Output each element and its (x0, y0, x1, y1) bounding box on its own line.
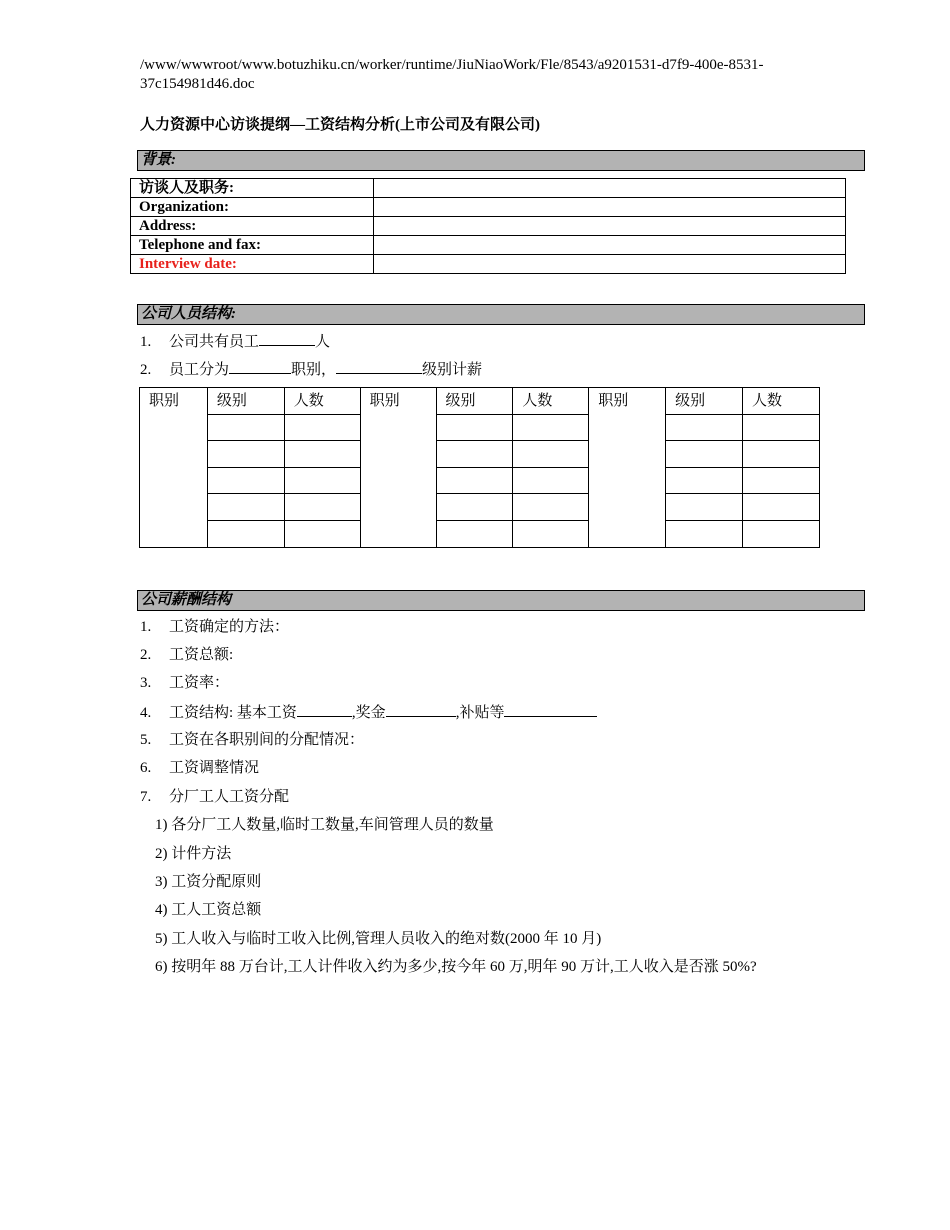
item-text: 工资在各职别间的分配情况： (169, 732, 365, 748)
table-cell[interactable] (207, 414, 284, 441)
address-field[interactable] (374, 217, 846, 236)
page-title: 人力资源中心访谈提纲—工资结构分析(上市公司及有限公司) (140, 117, 540, 133)
table-cell[interactable] (513, 467, 589, 494)
table-cell[interactable] (513, 520, 589, 547)
item-number: 6. (140, 760, 152, 776)
item-number: 1. (140, 619, 152, 635)
item-number: 4. (140, 705, 152, 721)
staff-grade-table (139, 387, 820, 548)
item-number: 1. (140, 334, 152, 350)
table-row (140, 494, 820, 521)
salary-item (140, 645, 233, 665)
table-cell[interactable] (284, 494, 360, 521)
table-cell[interactable] (284, 467, 360, 494)
header-headcount: 人数 (284, 388, 360, 415)
salary-subitem: 1) 各分厂工人数量,临时工数量,车间管理人员的数量 (155, 817, 494, 833)
salary-item (140, 617, 289, 637)
table-cell[interactable] (743, 494, 820, 521)
table-row (131, 217, 846, 236)
item-text: 工资率： (169, 675, 230, 691)
table-cell[interactable] (666, 494, 743, 521)
table-cell[interactable] (743, 467, 820, 494)
table-cell[interactable] (743, 441, 820, 468)
header-job-rank: 职别 (140, 388, 208, 548)
table-row (131, 179, 846, 198)
table-cell[interactable] (513, 414, 589, 441)
table-cell[interactable] (513, 441, 589, 468)
section-header-salary: 公司薪酬结构 (137, 590, 865, 611)
salary-item (140, 787, 289, 807)
item-text: 工资结构: 基本工资 (169, 705, 297, 721)
blank-employee-count[interactable] (259, 331, 315, 346)
item-number: 2. (140, 647, 152, 663)
item-text: ,奖金 (351, 705, 386, 721)
header-level: 级别 (436, 388, 513, 415)
header-headcount: 人数 (513, 388, 589, 415)
item-text: 人 (315, 334, 331, 350)
item-text: 工资调整情况 (169, 760, 260, 776)
table-cell[interactable] (436, 414, 513, 441)
interview-info-table (130, 178, 846, 274)
table-cell[interactable] (436, 494, 513, 521)
table-cell[interactable] (284, 520, 360, 547)
item-number: 3. (140, 675, 152, 691)
telephone-fax-label: Telephone and fax: (131, 236, 374, 255)
table-cell[interactable] (207, 494, 284, 521)
table-cell[interactable] (207, 441, 284, 468)
salary-item (140, 673, 229, 693)
salary-subitem: 6) 按明年 88 万台计,工人计件收入约为多少,按今年 60 万,明年 90 万计,工人收入是否涨 50%? (155, 959, 757, 975)
file-path: /www/wwwroot/www.botuzhiku.cn/worker/runtime/JiuNiaoWork/Fle/8543/a9201531-d7f9-400e-8531-37c154981d46.doc (140, 57, 764, 92)
item-text: 公司共有员工 (169, 334, 260, 350)
header-job-rank: 职别 (589, 388, 666, 548)
salary-subitem: 2) 计件方法 (155, 846, 232, 862)
table-row (140, 441, 820, 468)
salary-subitem: 5) 工人收入与临时工收入比例,管理人员收入的绝对数(2000 年 10 月) (155, 931, 602, 947)
header-level: 级别 (666, 388, 743, 415)
table-row (140, 388, 820, 415)
table-row (131, 198, 846, 217)
table-cell[interactable] (513, 494, 589, 521)
section-header-staff: 公司人员结构: (137, 304, 865, 325)
address-label: Address: (131, 217, 374, 236)
blank-pay-levels[interactable] (336, 359, 422, 374)
staff-item-2 (140, 359, 482, 380)
item-text: ,补贴等 (455, 705, 505, 721)
section-header-background: 背景: (137, 150, 865, 171)
organization-label: Organization: (131, 198, 374, 217)
table-cell[interactable] (743, 520, 820, 547)
item-text: 工资总额: (169, 647, 234, 663)
interview-date-label: Interview date: (131, 255, 374, 274)
item-text: 工资确定的方法： (169, 619, 290, 635)
table-cell[interactable] (666, 467, 743, 494)
header-job-rank: 职别 (360, 388, 436, 548)
table-cell[interactable] (436, 441, 513, 468)
salary-subitem: 4) 工人工资总额 (155, 902, 262, 918)
blank-base-salary[interactable] (297, 702, 352, 717)
staff-item-1 (140, 331, 330, 352)
interviewer-label: 访谈人及职务: (131, 179, 374, 198)
interviewer-field[interactable] (374, 179, 846, 198)
table-cell[interactable] (666, 414, 743, 441)
table-cell[interactable] (207, 520, 284, 547)
table-row (140, 467, 820, 494)
item-text: 分厂工人工资分配 (169, 789, 290, 805)
table-row (131, 236, 846, 255)
item-text: 员工分为 (169, 362, 230, 378)
telephone-fax-field[interactable] (374, 236, 846, 255)
item-number: 2. (140, 362, 152, 378)
salary-subitem: 3) 工资分配原则 (155, 874, 262, 890)
table-row (140, 520, 820, 547)
item-number: 7. (140, 789, 152, 805)
table-cell[interactable] (284, 414, 360, 441)
table-cell[interactable] (666, 520, 743, 547)
header-headcount: 人数 (743, 388, 820, 415)
interview-date-field[interactable] (374, 255, 846, 274)
item-text: 级别计薪 (422, 362, 483, 378)
table-row (140, 414, 820, 441)
blank-allowance[interactable] (504, 702, 597, 717)
salary-item (140, 730, 364, 750)
item-text: 职别， (291, 362, 337, 378)
table-cell[interactable] (207, 467, 284, 494)
organization-field[interactable] (374, 198, 846, 217)
salary-item (140, 702, 597, 723)
blank-bonus[interactable] (386, 702, 456, 717)
table-cell[interactable] (666, 441, 743, 468)
salary-item (140, 758, 259, 778)
item-number: 5. (140, 732, 152, 748)
header-level: 级别 (207, 388, 284, 415)
table-row (131, 255, 846, 274)
table-cell[interactable] (743, 414, 820, 441)
table-cell[interactable] (436, 467, 513, 494)
blank-job-ranks[interactable] (229, 359, 291, 374)
table-cell[interactable] (436, 520, 513, 547)
table-cell[interactable] (284, 441, 360, 468)
